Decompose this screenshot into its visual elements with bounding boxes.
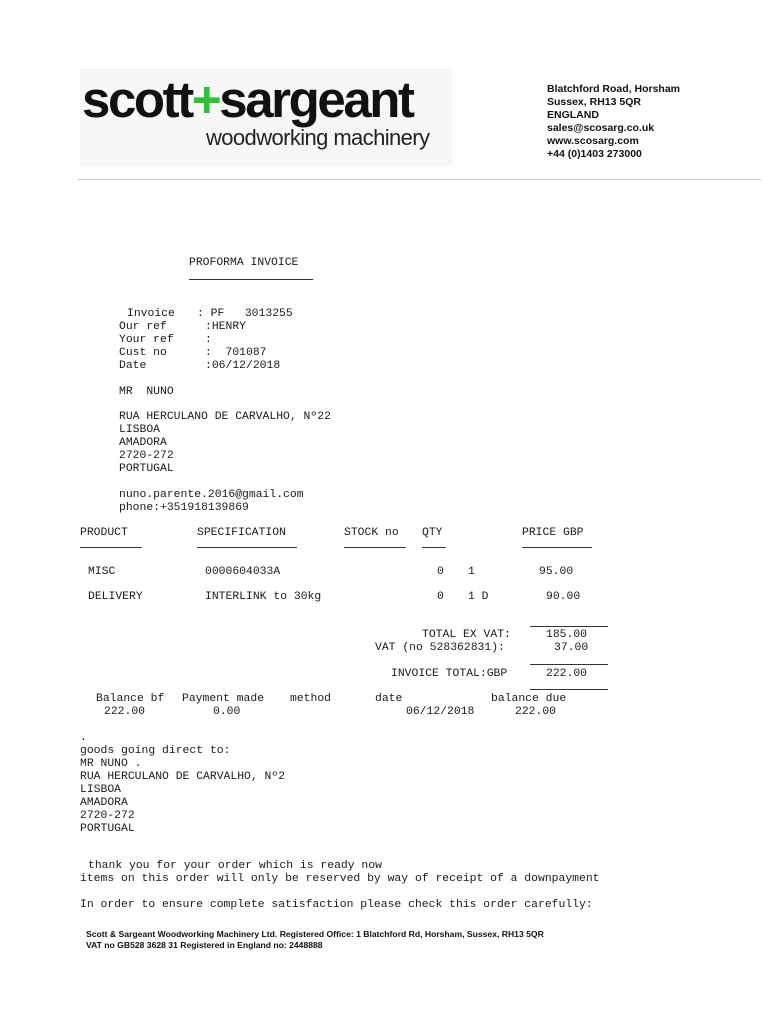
delivery-address-line: LISBOA bbox=[80, 784, 122, 796]
delivery-address-line: PORTUGAL bbox=[80, 823, 135, 835]
cust-no-value: : 701087 bbox=[205, 347, 267, 359]
note-line: items on this order will only be reserved by way of receipt of a downpayment bbox=[80, 873, 600, 885]
delivery-address-line: RUA HERCULANO DE CARVALHO, Nº2 bbox=[80, 771, 286, 783]
header-underline bbox=[522, 547, 592, 548]
vat-label: VAT (no 528362831): bbox=[375, 642, 505, 654]
row-specification: 0000604033A bbox=[205, 566, 281, 578]
balance-bf-label: Balance bf bbox=[96, 693, 165, 705]
cust-no-label: Cust no bbox=[119, 347, 167, 359]
row-specification: INTERLINK to 30kg bbox=[205, 591, 322, 603]
delivery-dot: . bbox=[80, 732, 87, 744]
payment-date-label: date bbox=[375, 693, 403, 705]
footer-vat-registration: VAT no GB528 3628 31 Registered in England no: 2448888 bbox=[86, 940, 323, 950]
address-line: Blatchford Road, Horsham bbox=[547, 83, 681, 95]
column-header-price: PRICE GBP bbox=[522, 527, 584, 539]
invoice-total-label: INVOICE TOTAL:GBP bbox=[391, 668, 508, 680]
page-footer bbox=[86, 929, 544, 951]
invoice-label: Invoice bbox=[127, 308, 175, 320]
column-header-stock-no: STOCK no bbox=[344, 527, 399, 539]
row-product: DELIVERY bbox=[88, 591, 143, 603]
row-product: MISC bbox=[88, 566, 116, 578]
invoice-total-value: 222.00 bbox=[546, 668, 588, 680]
customer-address-line: AMADORA bbox=[119, 437, 167, 449]
row-qty: 1 bbox=[468, 566, 475, 578]
payment-made-value: 0.00 bbox=[213, 706, 241, 718]
company-address bbox=[547, 83, 680, 161]
row-stock: 0 bbox=[437, 591, 444, 603]
total-bottom-rule bbox=[530, 689, 608, 690]
balance-bf-value: 222.00 bbox=[104, 706, 146, 718]
balance-due-value: 222.00 bbox=[515, 706, 557, 718]
header-underline bbox=[80, 547, 142, 548]
row-stock: 0 bbox=[437, 566, 444, 578]
total-ex-vat-value: 185.00 bbox=[546, 629, 588, 641]
customer-address-line: PORTUGAL bbox=[119, 463, 174, 475]
customer-name: MR NUNO bbox=[119, 386, 174, 398]
header-divider bbox=[78, 179, 761, 180]
invoice-value: : PF 3013255 bbox=[197, 308, 293, 320]
payment-made-label: Payment made bbox=[182, 693, 265, 705]
row-price: 90.00 bbox=[546, 591, 581, 603]
header-underline bbox=[422, 547, 446, 548]
customer-address-line: 2720-272 bbox=[119, 450, 174, 462]
note-line: thank you for your order which is ready now bbox=[88, 860, 382, 872]
your-ref-label: Your ref bbox=[119, 334, 174, 346]
delivery-address-line: AMADORA bbox=[80, 797, 128, 809]
balance-due-label: balance due bbox=[491, 693, 567, 705]
logo-brand-right: sargeant bbox=[219, 71, 413, 128]
title-underline bbox=[189, 279, 313, 280]
row-qty: 1 D bbox=[468, 591, 489, 603]
customer-email: nuno.parente.2016@gmail.com bbox=[119, 489, 304, 501]
customer-address-line: RUA HERCULANO DE CARVALHO, Nº22 bbox=[119, 411, 331, 423]
method-label: method bbox=[290, 693, 332, 705]
document-title: PROFORMA INVOICE bbox=[189, 257, 299, 269]
date-label: Date bbox=[119, 360, 147, 372]
company-email: sales@scosarg.co.uk bbox=[547, 122, 655, 134]
row-price: 95.00 bbox=[539, 566, 574, 578]
company-logo bbox=[80, 68, 452, 166]
footer-registered-office: Scott & Sargeant Woodworking Machinery Ltd. Registered Office: 1 Blatchford Rd, Horsham, Sussex, RH13 5QR bbox=[86, 929, 544, 939]
company-website: www.scosarg.com bbox=[547, 135, 639, 147]
customer-address-line: LISBOA bbox=[119, 424, 161, 436]
company-phone: +44 (0)1403 273000 bbox=[547, 148, 642, 160]
delivery-name: MR NUNO . bbox=[80, 758, 142, 770]
our-ref-label: Our ref bbox=[119, 321, 167, 333]
total-ex-vat-label: TOTAL EX VAT: bbox=[422, 629, 511, 641]
your-ref-value: : bbox=[205, 334, 212, 346]
column-header-product: PRODUCT bbox=[80, 527, 128, 539]
address-line: Sussex, RH13 5QR bbox=[547, 96, 641, 108]
note-line: In order to ensure complete satisfaction please check this order carefully: bbox=[80, 899, 593, 911]
header-underline bbox=[344, 547, 406, 548]
our-ref-value: :HENRY bbox=[205, 321, 247, 333]
column-header-qty: QTY bbox=[422, 527, 443, 539]
subtotal-rule bbox=[530, 626, 608, 627]
total-rule bbox=[530, 664, 608, 665]
logo-brand bbox=[82, 70, 413, 130]
delivery-intro: goods going direct to: bbox=[80, 745, 231, 757]
payment-date-value: 06/12/2018 bbox=[406, 706, 475, 718]
date-value: :06/12/2018 bbox=[205, 360, 281, 372]
vat-value: 37.00 bbox=[554, 642, 589, 654]
customer-phone: phone:+351918139869 bbox=[119, 502, 249, 514]
logo-plus-sign: + bbox=[191, 71, 220, 128]
delivery-address-line: 2720-272 bbox=[80, 810, 135, 822]
logo-brand-left: scott bbox=[82, 71, 192, 128]
logo-subtitle: woodworking machinery bbox=[206, 125, 430, 150]
column-header-specification: SPECIFICATION bbox=[197, 527, 286, 539]
header-underline bbox=[197, 547, 297, 548]
address-line: ENGLAND bbox=[547, 109, 599, 121]
